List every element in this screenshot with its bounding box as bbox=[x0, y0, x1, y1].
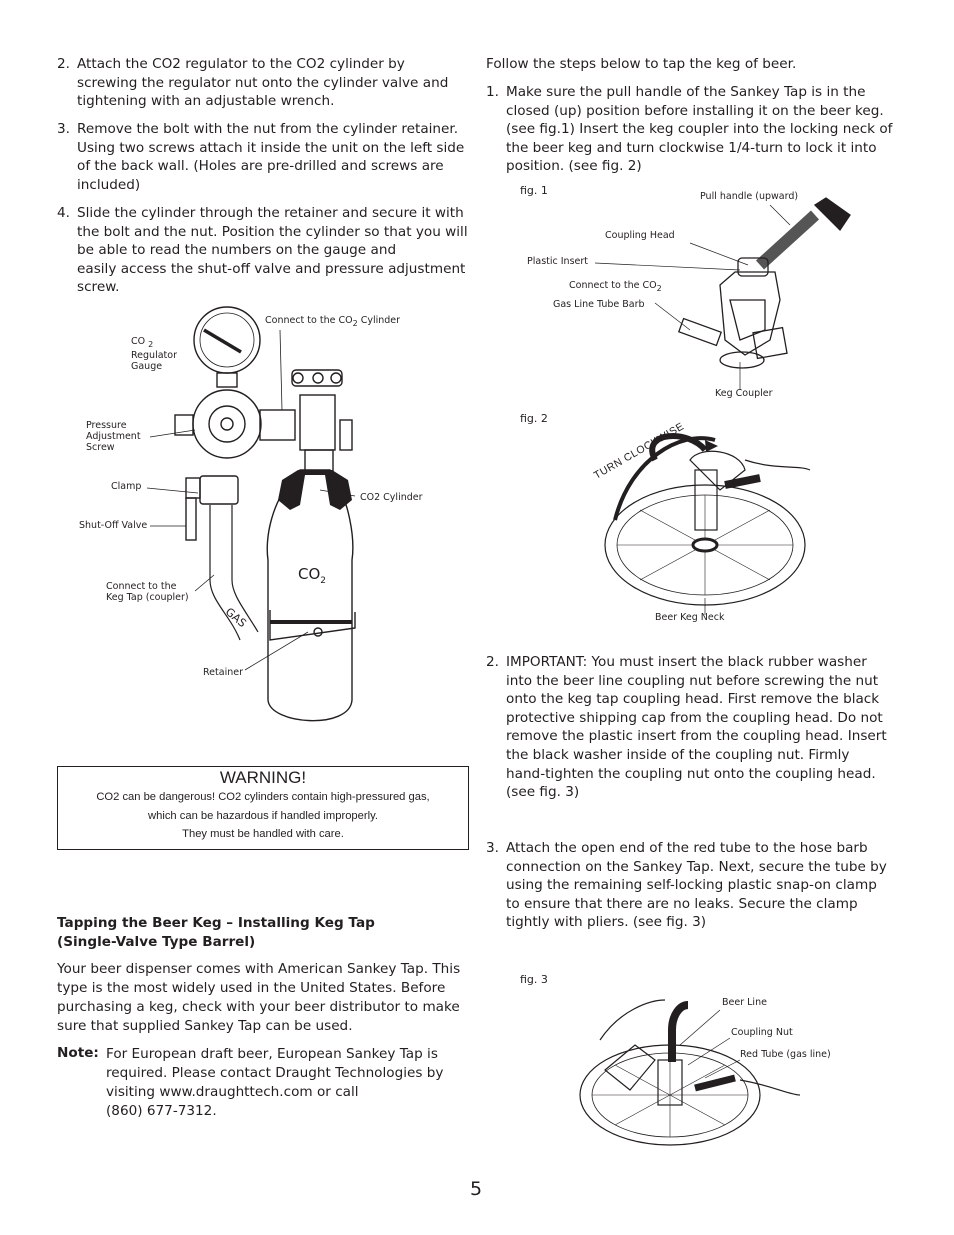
label-clamp: Clamp bbox=[111, 481, 142, 492]
label-co2-body: $CO_2$ bbox=[298, 565, 327, 586]
section-heading: Tapping the Beer Keg – Installing Keg Tap (Single-Valve Type Barrel) bbox=[57, 915, 375, 950]
fig3-beer-line-label: Beer Line bbox=[722, 997, 767, 1008]
fig1-pull-handle-label: Pull handle (upward) bbox=[700, 191, 799, 202]
fig1-barb-label: Gas Line Tube Barb bbox=[553, 299, 645, 310]
step-number: 3. bbox=[486, 840, 499, 856]
step-line: Slide the cylinder through the retainer and secure it with bbox=[77, 205, 464, 221]
label-gas: GAS bbox=[222, 605, 249, 630]
fig2-turn-clockwise: TURN CLOCKWISE bbox=[591, 420, 687, 482]
fig1-coupler-label: Keg Coupler bbox=[715, 388, 773, 399]
fig1-coupling-head-label: Coupling Head bbox=[605, 230, 675, 241]
step-1-right: 1. Make sure the pull handle of the Sankey Tap is in the closed (up) position before installing it on the beer keg. (see fig.1) Insert the keg coupler into the locking neck of the beer keg and turn clockwise 1/4-turn to lock it into position. (see fig. 2) bbox=[486, 84, 893, 175]
step-line: Attach the CO2 regulator to the CO2 cylinder by bbox=[77, 56, 405, 72]
intro-text: Follow the steps below to tap the keg of beer. bbox=[486, 56, 797, 72]
label-connect-keg-tap: Connect to the Keg Tap (coupler) bbox=[106, 581, 189, 603]
label-pressure-screw: Pressure Adjustment Screw bbox=[86, 420, 141, 453]
step-line: Using two screws attach it inside the unit on the left side bbox=[77, 139, 465, 156]
fig1-caption: fig. 1 bbox=[520, 184, 548, 197]
step-line: tightening with an adjustable wrench. bbox=[77, 93, 335, 110]
step-2-right: 2. IMPORTANT: You must insert the black rubber washer into the beer line coupling nut before screwing the nut onto the keg tap coupling head. First remove the black protective shipping cap from the coupling head. Do not remove the plastic insert from the coupling head. Insert the black washer inside of the coupling nut. Firmly hand-tighten the coupling nut onto the coupling head. (see fig. 3) bbox=[486, 654, 887, 801]
note-label: Note: bbox=[57, 1045, 99, 1061]
step-line: be able to read the numbers on the gauge and bbox=[77, 242, 397, 259]
step-number: 3. bbox=[57, 121, 70, 137]
step-line: easily access the shut-off valve and pressure adjustment bbox=[77, 260, 466, 277]
step-line: the bolt and the nut. Position the cylinder so that you will bbox=[77, 223, 468, 240]
page-number: 5 bbox=[470, 1178, 483, 1200]
label-shutoff-valve: Shut-Off Valve bbox=[79, 520, 148, 531]
label-co2-cylinder: CO2 Cylinder bbox=[360, 492, 423, 503]
step-number: 1. bbox=[486, 84, 499, 100]
label-regulator-gauge: CO $_2$ Regulator Gauge bbox=[131, 336, 177, 372]
step-number: 4. bbox=[57, 205, 70, 221]
warning-title: WARNING! bbox=[219, 768, 307, 787]
fig1-plastic-insert-label: Plastic Insert bbox=[527, 256, 588, 267]
step-3-right: 3. Attach the open end of the red tube to the hose barb connection on the Sankey Tap. Next, secure the tube by using the remaining self-locking plastic snap-on clamp to ensure that there are no leaks. Secure the clamp tightly with pliers. (see fig. 3) bbox=[486, 840, 887, 931]
fig2-caption: fig. 2 bbox=[520, 412, 548, 425]
label-retainer: Retainer bbox=[203, 667, 243, 678]
step-line: screwing the regulator nut onto the cylinder valve and bbox=[77, 74, 449, 91]
step-line: included) bbox=[77, 176, 141, 193]
fig2-neck-label: Beer Keg Neck bbox=[655, 612, 725, 623]
warning-line: CO2 can be dangerous! CO2 cylinders contain high-pressured gas, bbox=[96, 791, 430, 803]
fig3-caption: fig. 3 bbox=[520, 973, 548, 986]
section-paragraph: Your beer dispenser comes with American Sankey Tap. This type is the most widely used in the United States. Before purchasing a keg, check with your beer distributor to make sure that supplied Sankey Tap can be used. bbox=[57, 961, 461, 1034]
warning-line: which can be hazardous if handled improperly. bbox=[148, 809, 378, 822]
note-text: For European draft beer, European Sankey Tap is required. Please contact Draught Technologies by visiting www.draughttech.com or call (860) 677-7312. bbox=[106, 1046, 444, 1119]
step-number: 2. bbox=[486, 654, 499, 670]
step-line: screw. bbox=[77, 279, 120, 296]
label-connect-cylinder: Connect to the $CO_2$ Cylinder bbox=[265, 315, 401, 328]
fig3-red-tube-label: Red Tube (gas line) bbox=[740, 1049, 831, 1060]
step-line: of the back wall. (Holes are pre-drilled and screws are bbox=[77, 158, 444, 175]
step-line: Remove the bolt with the nut from the cylinder retainer. bbox=[77, 121, 459, 137]
step-number: 2. bbox=[57, 56, 70, 72]
warning-line: They must be handled with care. bbox=[182, 828, 344, 840]
fig3-coupling-nut-label: Coupling Nut bbox=[731, 1027, 793, 1038]
fig1-connect-co2-label: Connect to the $CO_2$ bbox=[569, 280, 662, 293]
